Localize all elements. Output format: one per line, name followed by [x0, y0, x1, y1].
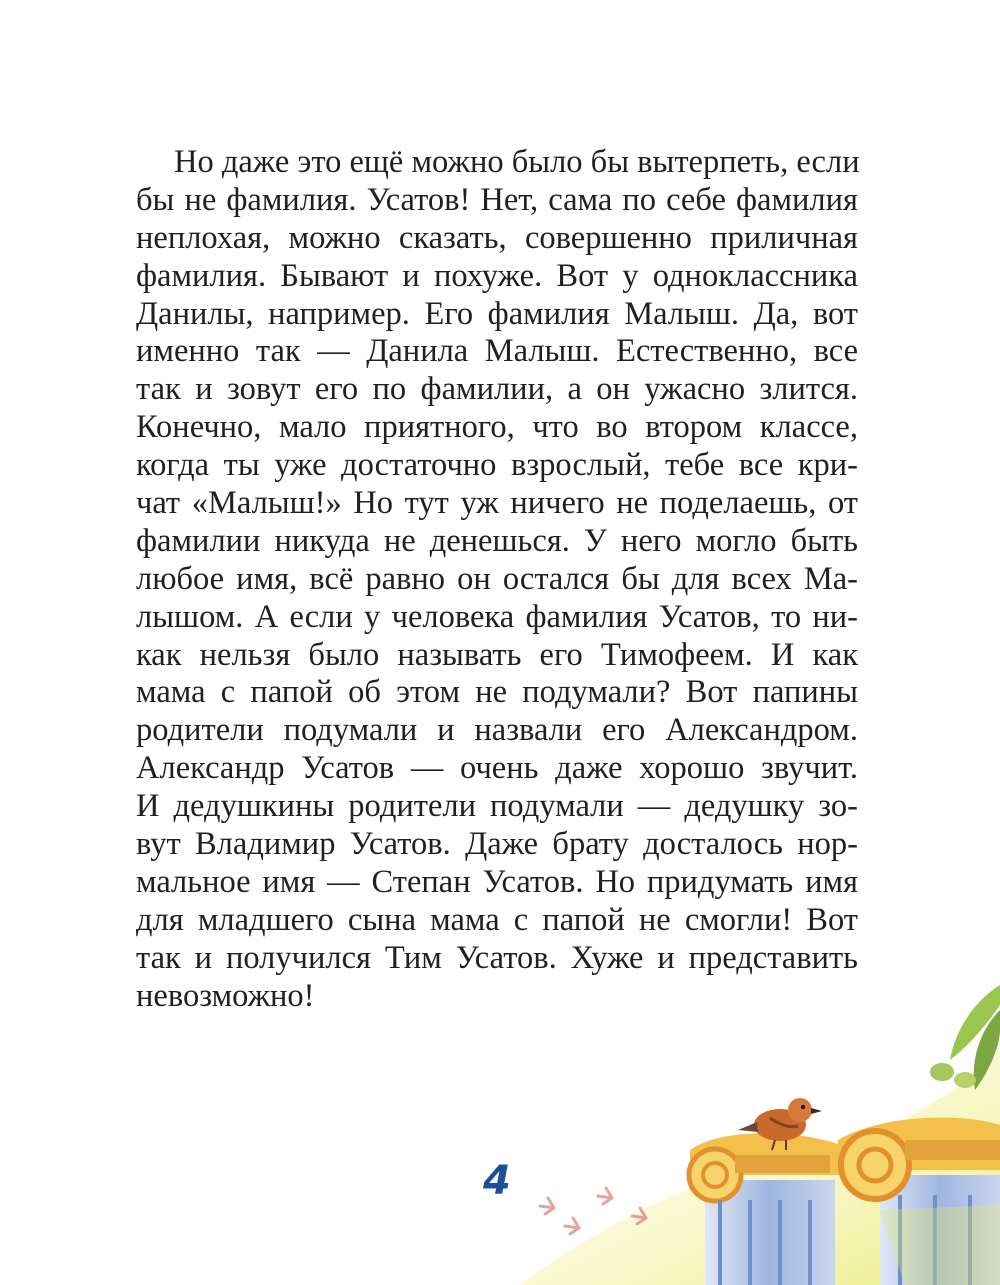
text-line: так и получился Тим Усатов. Хуже и представить	[136, 939, 858, 976]
text-line: именно так — Данила Малыш. Естественно, все	[136, 333, 858, 370]
text-line: мама с папой об этом не подумали? Вот папины	[136, 674, 858, 711]
text-line: когда ты уже достаточно взрослый, тебе все кри-	[136, 447, 858, 484]
text-line: Конечно, мало приятного, что во втором классе,	[136, 409, 858, 446]
text-line: любое имя, всё равно он остался бы для всех Ма-	[136, 560, 858, 597]
background-wash	[520, 1050, 1000, 1285]
column-left	[689, 1133, 850, 1285]
text-line: как нельзя было называть его Тимофеем. И как	[136, 636, 858, 673]
text-line: родители подумали и назвали его Александром.	[136, 712, 858, 749]
bird	[738, 1098, 822, 1150]
text-line: невозможно!	[136, 977, 315, 1014]
column-right	[838, 1117, 1000, 1285]
text-line: для младшего сына мама с папой не смогли! Вот	[136, 901, 858, 938]
text-line: И дедушкины родители подумали — дедушку зо-	[136, 788, 858, 825]
body-paragraph	[136, 144, 858, 1015]
text-line: лышом. А если у человека фамилия Усатов, то ни-	[136, 598, 858, 635]
leaves	[930, 985, 1000, 1090]
text-line: фамилия. Бывают и похуже. Вот у одноклассника	[136, 257, 858, 294]
text-line: чат «Малыш!» Но тут уж ничего не поделаешь, от	[136, 485, 858, 522]
text-line: вут Владимир Усатов. Даже брату досталось нор-	[136, 826, 858, 863]
text-line: мальное имя — Степан Усатов. Но придумать имя	[136, 863, 858, 900]
text-line: Александр Усатов — очень даже хорошо звучит.	[136, 750, 858, 787]
text-line: Но даже это ещё можно было бы вытерпеть, если	[174, 144, 860, 180]
text-line: бы не фамилия. Усатов! Нет, сама по себе фамилия	[136, 181, 858, 218]
page-number: 4	[483, 1158, 511, 1204]
text-line: так и зовут его по фамилии, а он ужасно злится.	[136, 371, 858, 408]
text-line: неплохая, можно сказать, совершенно приличная	[136, 219, 858, 256]
text-line: фамилии никуда не денешься. У него могло быть	[136, 522, 858, 559]
text-line: Данилы, например. Его фамилия Малыш. Да, вот	[136, 295, 858, 332]
bird-tracks	[540, 1188, 646, 1234]
